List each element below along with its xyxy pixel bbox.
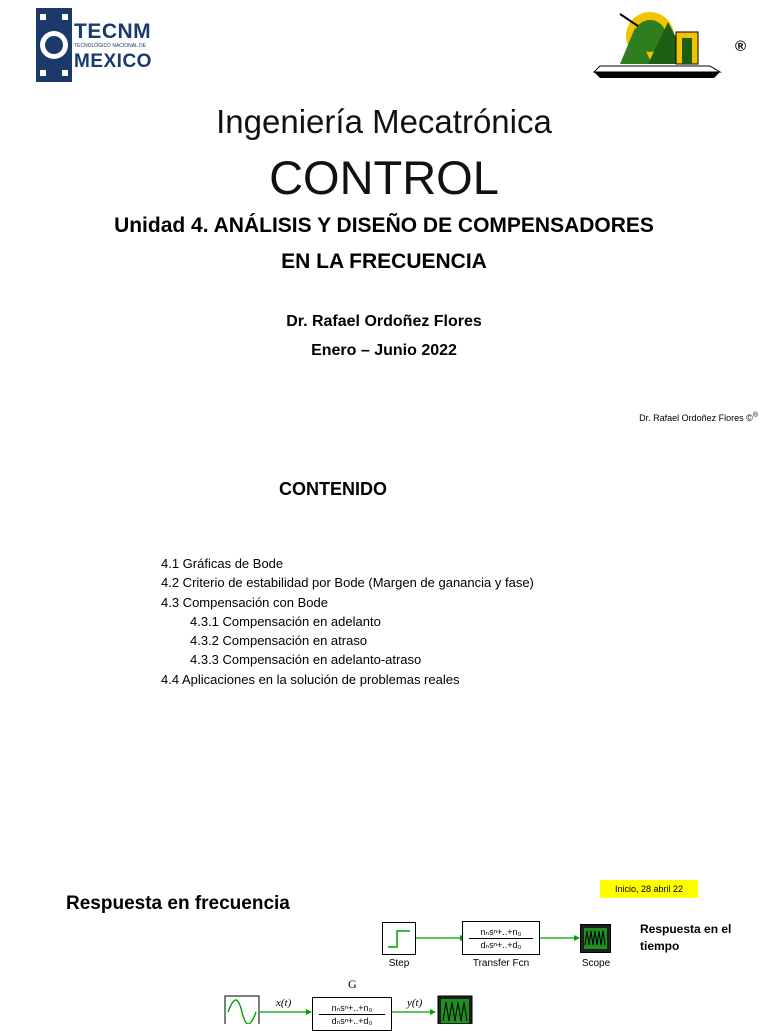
scope-block [580,924,611,953]
tecnm-subtitle: TECNOLÓGICO NACIONAL DE [74,43,147,49]
step-label: Step [388,958,410,969]
time-response-line2: tiempo [640,939,680,953]
tf-numerator: nₙsⁿ+..+n₀ [469,926,533,939]
copyright-notice [639,412,758,423]
copyright-mark: ® [752,412,758,419]
scope-label: Scope [581,958,611,969]
time-response-line1: Respuesta en el [640,922,732,936]
subject-title: Ingeniería Mecatrónica [216,103,552,140]
tecnm-country: MEXICO [74,51,152,72]
tecnm-logo [36,8,160,82]
tecnm-name: TECNM [74,20,152,43]
step-block [382,922,416,955]
unit-title-line1: Unidad 4. ANÁLISIS Y DISEÑO DE COMPENSADORES [114,214,654,237]
g-denominator: dₙsⁿ+..+d₀ [331,1016,373,1026]
toc-subitem: 4.3.1 Compensación en adelanto [190,613,381,629]
start-date-badge: Inicio, 28 abril 22 [600,880,698,898]
table-of-contents [161,554,534,689]
toc-item: 4.3 Compensación con Bode [161,594,328,610]
section-title: Respuesta en frecuencia [66,893,290,914]
toc-subitem: 4.3.3 Compensación en adelanto-atraso [190,652,422,668]
input-signal-label: x(t) [276,997,292,1009]
institute-emblem-icon [590,8,730,80]
institute-logo [590,8,750,80]
author-name: Dr. Rafael Ordoñez Flores [286,313,482,330]
system-g-block [312,997,392,1031]
transfer-fcn-block [462,921,540,955]
contents-heading: CONTENIDO [279,479,387,499]
arrow-icon [430,1009,436,1015]
unit-title-line2: EN LA FRECUENCIA [281,250,487,273]
time-response-note [640,921,731,955]
copyright-text: Dr. Rafael Ordoñez Flores © [639,413,753,423]
step-icon [383,923,415,954]
registered-mark: ® [734,38,746,55]
toc-subitem: 4.3.2 Compensación en atraso [190,633,368,649]
toc-item: 4.1 Gráficas de Bode [161,556,284,571]
system-g-label: G [348,977,357,991]
course-title: CONTROL [269,151,499,204]
transfer-fcn-label: Transfer Fcn [472,958,530,969]
g-numerator: nₙsⁿ+..+n₀ [319,1002,385,1015]
scope-icon [581,925,610,952]
toc-item: 4.4 Aplicaciones en la solución de problemas reales [161,671,460,687]
tf-denominator: dₙsⁿ+..+d₀ [480,940,522,950]
output-signal-label: y(t) [407,997,423,1009]
tecnm-emblem-icon [36,8,72,82]
term-period: Enero – Junio 2022 [311,342,457,359]
toc-item: 4.2 Criterio de estabilidad por Bode (Margen de ganancia y fase) [161,575,534,591]
